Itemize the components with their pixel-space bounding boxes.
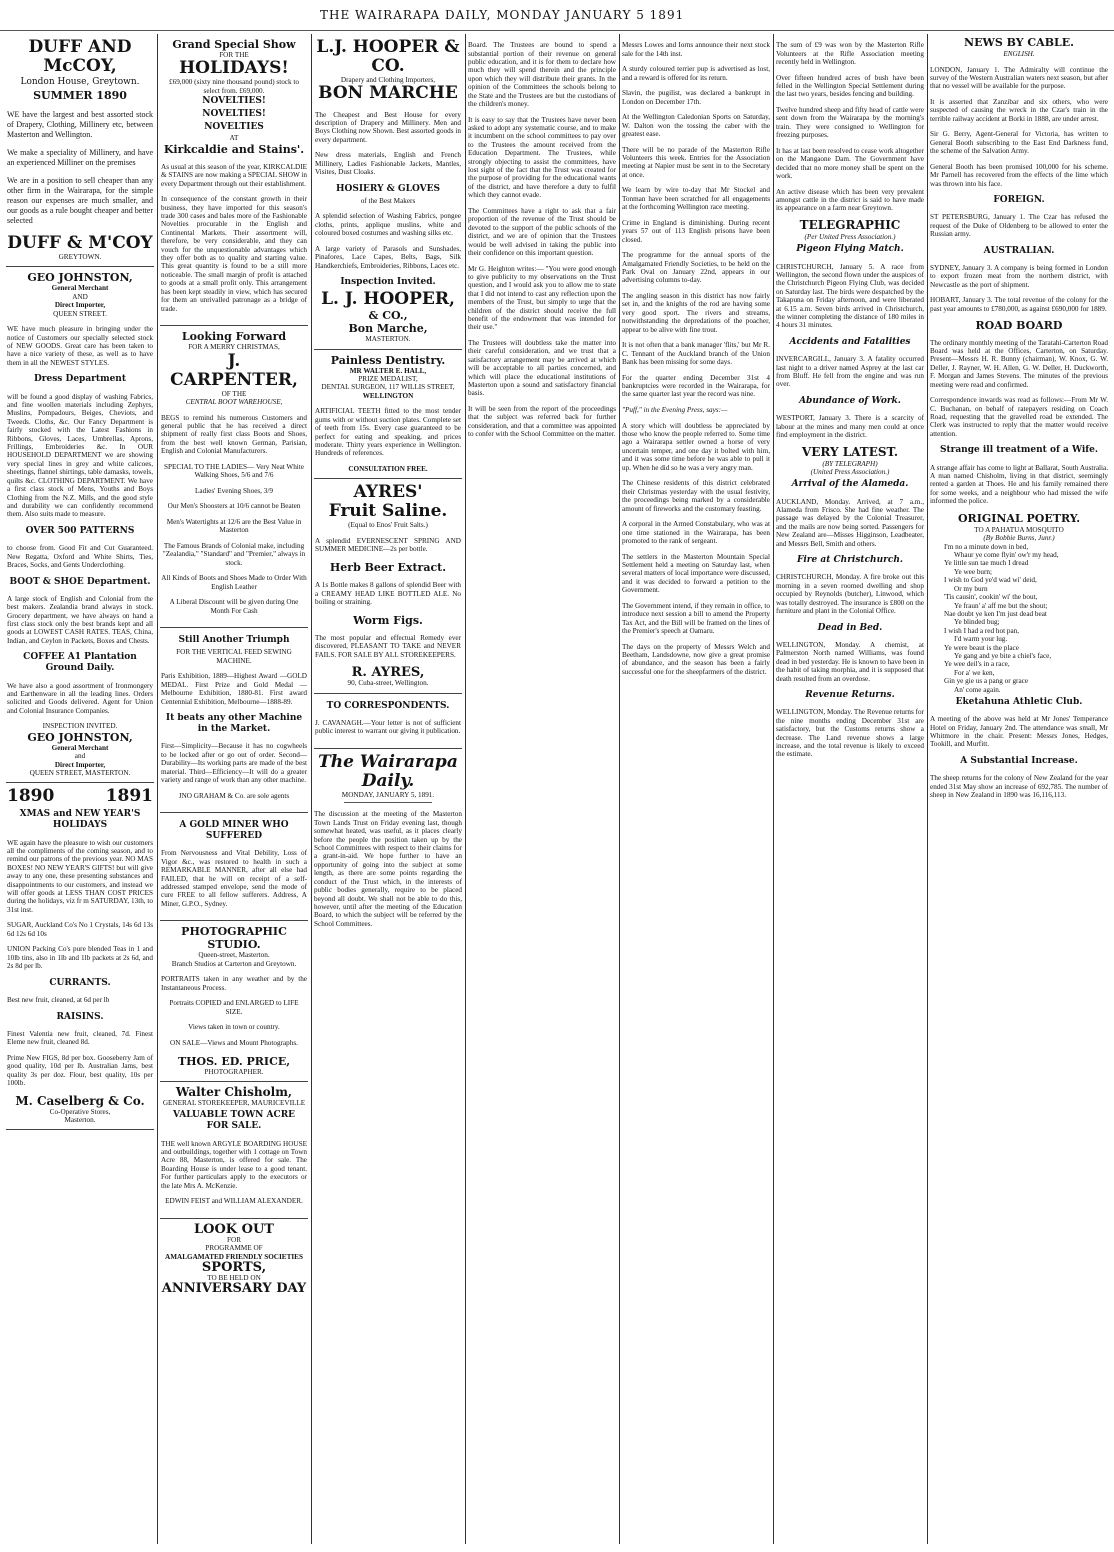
col5-para-4: At the Wellington Caledonian Sports on Saturday, W. Dalton won the tossing the caber with the greatest ease.: [622, 113, 772, 138]
year-1890: 1890: [7, 786, 55, 807]
cable-para-1: LONDON, January 1. The Admiralty will continue the survey of the Western Australian waters next season, but after that no vessel will be available for the purpose.: [930, 65, 1110, 91]
geo-para-1: WE have much pleasure in bringing under the notice of Customers our specially selected stock of NEW GOODS. Great care has been taken to have a nice variety of these, as well as to have them in all the NEWEST STYLES.: [7, 325, 153, 367]
col4-para-5: The Trustees will doubtless take the matter into their careful consideration, and we trust that a satisfactory arrangement may be arrived at which will be acceptable to all parties concerned, and which will place the educational institutions of Masterton upon a sound and satisfactory financial basis.: [468, 338, 618, 398]
duff-signature: DUFF & M'COY: [7, 233, 153, 253]
column-rule: [927, 34, 928, 1544]
geo2-title: GEO JOHNSTON,: [27, 730, 133, 744]
revenue-heading: Revenue Returns.: [805, 690, 895, 701]
kirkcaldie-title: Kirkcaldie and Stains'.: [163, 142, 305, 156]
paper-date: MONDAY, JANUARY 5, 1891.: [341, 790, 435, 799]
col5-para-7: Crime in England is diminishing. During recent years 57 out of 113 English prisons have been closed.: [622, 218, 772, 244]
strange-para: A strange affair has come to light at Ballarat, South Australia. A man named Chisholm, living in that district, seemingly rented a garden at Thoes. He and his family remained there for some weeks, and a neighbour who had missed the wife informed the police.: [930, 463, 1110, 506]
herb-heading: Herb Beer Extract.: [329, 561, 447, 575]
carpenter-of: OF THE: [221, 389, 247, 398]
athletic-heading: Eketahuna Athletic Club.: [955, 696, 1083, 707]
cable-para-2: It is asserted that Zanzibar and six others, who were suspected of causing the wreck in the Czar's train in the terrible railway accident at Borki in 1888, are under arrest.: [930, 98, 1110, 123]
column-rule: [773, 34, 774, 1544]
ayres-advert: [314, 479, 462, 693]
ayres-signature: R. AYRES,: [351, 665, 425, 681]
col5-subhead: "Puff," in the Evening Press, says:—: [622, 406, 728, 415]
duff-para-1: WE have the largest and best assorted stock of Drapery, Clothing, Millinery etc, between Masterton and Wellington.: [7, 110, 153, 139]
currants-heading: CURRANTS.: [49, 977, 111, 988]
raisins-para: Finest Valentia new fruit, cleaned, 7d. Finest Eleme new fruit, cleaned 8d.: [7, 1029, 153, 1047]
caselberg-title: M. Caselberg & Co.: [15, 1093, 145, 1108]
carpenter-watertights: Men's Watertights at 12/6 are the Best Value in Masterton: [166, 517, 302, 535]
photo-studio-advert: [160, 921, 308, 1082]
col5-para-10: It is not often that a bank manager 'flits,' but Mr R. C. Tennant of the Auckland branch of the Union Bank has been missing for some days.: [622, 341, 772, 367]
poem-line: 'Tis causin', cookin' wi' the bout,: [944, 593, 1038, 602]
bon-para-4: A large variety of Parasols and Sunshades, Pinafores, Lace Capes, Belts, Bags, Silk Handkerchiefs, Embroideries, Ribbons, Laces etc.: [315, 244, 461, 270]
coffee-para: We have also a good assortment of Ironmongery and Earthenware in all the leading lines. Orders solicited and Goods delivered. Agent for Union and Colonial Insurance Companies.: [7, 681, 153, 715]
col4-para-1: Board. The Trustees are bound to spend a substantial portion of their revenue on general public education, and it is for them to declare how much they will spend therein and the principle upon which they will distribute their grants. In the opinion of the Committees the schools belong to the State and the Trustees are but the custodians of the children's money.: [468, 41, 618, 109]
telegraphic-sub: (Per United Press Association.): [804, 233, 896, 242]
miner-heading: A GOLD MINER WHO SUFFERED: [179, 820, 289, 842]
col5-para-13: The Chinese residents of this district celebrated their Christmas yesterday with the usual festivity, the proceedings being marked by a considerable amount of fireworks and the customary feasting.: [622, 479, 772, 513]
caselberg-advert: [6, 783, 154, 1130]
editorial: [314, 753, 462, 928]
col5-para-16: The Government intend, if they remain in office, to introduce next session a bill to amend the Property Tax Act, and the Bill will be framed on the lines of the Premier's speech at Oamaru.: [622, 601, 772, 635]
fire-para: CHRISTCHURCH, Monday. A fire broke out this morning in a seven roomed dwelling and shop occupied by Reynolds (butcher), Linwood, which was totally destroyed. The insurance is £800 on the furniture and plant in the Colonial Office.: [776, 573, 926, 616]
lf-heading: Looking Forward: [181, 330, 287, 344]
col4-para-6: It will be seen from the report of the proceedings that the subject was referred back for further consideration, and that a committee was appointed to confer with the School Committee on the matter.: [468, 404, 618, 439]
poem-line: Nae doubt ye ken I'm just dead beat: [944, 609, 1047, 618]
column-6: [776, 34, 924, 1544]
duff-para-2: We make a speciality of Millinery, and have an experienced Milliner on the premises: [7, 148, 153, 167]
sewing-machine-advert: [160, 628, 308, 813]
dentistry-heading: Painless Dentistry.: [330, 353, 446, 367]
foreign-para: ST PETERSBURG, January 1. The Czar has refused the request of the Duke of Oldenberg to be allowed to enter the Russian army.: [930, 213, 1110, 239]
carpenter-title: J. CARPENTER,: [170, 350, 298, 390]
col6-para-1: The sum of £9 was won by the Masterton Rifle Volunteers at the Rifle Association meeting recently held in Wellington.: [776, 41, 926, 66]
column-2: [160, 34, 308, 1544]
poem-line: For a' we ken,: [954, 668, 995, 677]
paper-title: The Wairarapa Daily.: [318, 751, 458, 791]
photo-enlarged: Portraits COPIED and ENLARGED to LIFE SIZE.: [169, 999, 299, 1016]
geo-sub-2: AND: [72, 292, 88, 301]
road-board-para: The ordinary monthly meeting of the Taratahi-Carterton Road Board was held at the Offices, Carterton, on Saturday. Present—Messrs H. R. Bunny (chairman), W. Knox, G. W. Deller, J. Rayner, W. H. Allen, G. W. Deller, H. Duckworth, F. Morgan and James Stevens. The minutes of the previous meeting were read and confirmed.: [930, 338, 1110, 389]
strange-heading: Strange ill treatment of a Wife.: [939, 445, 1099, 456]
caselberg-sub: Co-Operative Stores,: [49, 1107, 111, 1116]
duff-title: DUFF AND McCOY,: [28, 37, 132, 76]
col6-para-4: It has at last been resolved to cease work altogether on the Mangaone Dam. The Government have decided that no more money shall be spent on the work.: [776, 146, 926, 181]
cable-sub: ENGLISH.: [1003, 50, 1035, 58]
latest-sub-2: (United Press Association.): [810, 468, 890, 477]
vertical-heading: FOR THE VERTICAL FEED SEWING MACHINE.: [176, 648, 292, 665]
kirk-para-2: In consequence of the constant growth in their business, they have imported for this season's trade 300 cases and bales more of the Fashionable Novelties procurable in the English and Continental Markets. Their assortment will, therefore, be very considerable, and they can vouch for the unquestionable advantages which they offer both as to quality and starting value. This great quantity is found to be a still more noticeable. The small margin of profit is attached to goods at a small profit only. This arrangement has been kept steadily in view, which has secured for them an unrivalled patronage as a bridge of trade.: [161, 195, 307, 313]
coffee-heading: COFFEE A1 Plantation Ground Daily.: [23, 652, 137, 674]
ayres-sub: (Equal to Enos' Fruit Salts.): [348, 521, 428, 530]
sports-advert: [160, 1219, 308, 1301]
carpenter-brands: The Famous Brands of Colonial make, including "Zealandia," "Standard" and "Premier," always in stock.: [162, 541, 306, 567]
hooper-title: L.J. HOOPER & CO.: [316, 37, 460, 76]
correspondents-para: J. CAVANAGH.—Your letter is not of sufficient public interest to warrant our giving it publication.: [315, 718, 461, 736]
geo-johnston-advert: [6, 267, 154, 783]
ayres-heading-2: Fruit Saline.: [328, 501, 448, 522]
poem-line: Whaur ye come flyin' ow'r my head,: [954, 551, 1059, 560]
novelties-2: NOVELTIES!: [202, 109, 266, 120]
poem-line: An' come again.: [954, 685, 1001, 694]
figs-para: Prime New FIGS, 8d per box. Gooseberry Jam of good quality, 10d per lb. Australian Jams, best quality 3s per doz. Flour, best quality, 10s per 100lb.: [7, 1053, 153, 1087]
ayres-para: A splendid EVERNESCENT SPRING AND SUMMER MEDICINE—2s per bottle.: [315, 537, 461, 554]
column-1: [6, 34, 154, 1544]
hooper-advert: [314, 34, 462, 350]
poem-line: Ye blinded bug;: [954, 618, 1000, 627]
foreign-heading: FOREIGN.: [993, 195, 1045, 206]
dead-heading: Dead in Bed.: [817, 622, 883, 633]
grand-holidays: HOLIDAYS!: [179, 58, 289, 79]
dentist-para: ARTIFICIAL TEETH fitted to the most tender gums with or without suction plates. Complete set of teeth from 15s. Every case guaranteed to be perfect for eating and speaking, and prices moderate. Thirty years experience in Wellington. Hundreds of references.: [315, 407, 461, 458]
increase-heading: A Substantial Increase.: [960, 755, 1078, 766]
poem-line: Or my burn: [954, 584, 988, 593]
currants-para: Best new fruit, cleaned, at 6d per lb: [7, 995, 110, 1004]
novelties-3: NOVELTIES: [204, 122, 264, 133]
novelties-4: AT: [229, 134, 239, 143]
dentist-name: MR WALTER E. HALL,: [349, 366, 427, 375]
cable-heading: NEWS BY CABLE.: [964, 36, 1074, 49]
geo-title: GEO JOHNSTON,: [27, 271, 133, 285]
hooper-sub: Drapery and Clothing Importers,: [340, 76, 436, 84]
amalgamated-societies: AMALGAMATED FRIENDLY SOCIETIES: [165, 1252, 303, 1261]
grand-stock: £69,000 (sixty nine thousand pound) stock to select from. £69,000.: [169, 78, 299, 95]
boot-para: A large stock of English and Colonial from the best makers. Zealandia brand always in stock. Grocery department, we have always on hand a first class stock only the best brands kept and all goods at LOWEST CASH RATES. TEAS, China, Indian, and Ceylon in Packets, Boxes and Chests.: [7, 594, 153, 645]
road-board-heading: ROAD BOARD: [975, 319, 1063, 333]
australian-para: SYDNEY, January 3. A company is being formed in London to export frozen meat from the northern district, with Newcastle as the port of shipment.: [930, 264, 1110, 289]
col4-para-4: Mr G. Heighton writes:— "You were good enough to give publicity to my observations on the Trust question, and I would ask you to allow me to state that I did not intend to cast any reflection upon the members of the Trust, but simply to urge that the children of the district should receive the full benefit of the endowment that was intended for their use.": [468, 264, 618, 332]
dentist-prize: PRIZE MEDALIST,: [358, 375, 418, 384]
col5-para-3: Slavin, the pugilist, was declared a bankrupt in London on December 17th.: [622, 89, 772, 106]
poetry-heading: ORIGINAL POETRY.: [957, 511, 1081, 525]
accidents-para: INVERCARGILL, January 3. A fatality occurred last night to a driver named Asprey at the last car from Bluff. He fell from the engine and was run over.: [776, 355, 926, 389]
carpenter-order: All Kinds of Boots and Shoes Made to Order With English Leather: [161, 574, 307, 591]
novelties-1: NOVELTIES!: [202, 96, 266, 107]
col5-para-11: For the quarter ending December 31st 4 bankruptcies were recorded in the Wairarapa, for the same quarter last year the record was nine.: [622, 373, 772, 399]
abundance-heading: Abundance of Work.: [799, 396, 901, 407]
caselberg-town: Masterton.: [64, 1115, 96, 1124]
column-4: [468, 34, 616, 1544]
miner-para: From Nervousness and Vital Debility, Loss of Vigor &c., was restored to health in such a REMARKABLE MANNER, after all else had FAILED, that he will on receipt of a self-addressed stamped envelope, send the mode of cure FREE to all fellow sufferers. Address, A Miner, G.P.O., Sydney.: [161, 849, 307, 908]
col6-para-3: Twelve hundred sheep and fifty head of cattle were sent down from the Wairarapa by the morning's train. They were consigned to Wellington for freezing purposes.: [776, 106, 926, 140]
beats-contact: JNO GRAHAM & Co. are sole agents: [178, 791, 290, 800]
pigeon-para: CHRISTCHURCH, January 5. A race from Wellington, the second flown under the auspices of the Christchurch Pigeon Flying Club, was decided on Saturday last. The birds were despatched by the Takapuna on Friday afternoon, and were liberated at 6.15 a.m. Seven birds arrived in Christchurch, the winner completing the distance of 180 miles in 4 hours 31 minutes.: [776, 262, 926, 330]
editorial-para: The discussion at the meeting of the Masterton Town Lands Trust on Friday evening last, though somewhat heated, was useful, as it places clearly before the people the position taken up by the School Committees with respect to their claims for a grant-in-aid. We hope further to have an opportunity of going into the subject at some length, as there are some points regarding the conduct of the Trust which, in the interests of public bodies generally, require to be placed beyond all doubt. We shall not be able to do this, however, until after the meeting of the Education Board, to which the subject will be referred by the School Committees.: [314, 810, 464, 928]
vertical-para: Paris Exhibition, 1889—Highest Award —GOLD MEDAL. First Prize and Gold Medal — Melbourne Exhibition, 1880-81. First award Centennial Exhibition, Melbourne—1888-89.: [161, 672, 307, 706]
walter-sub: GENERAL STOREKEEPER, MAURICEVILLE: [162, 1098, 306, 1107]
divider: [344, 802, 432, 803]
dress-para: will be found a good display of washing Fabrics, and fine woollen materials including Zephyrs, Muslins, Pompadours, Beiges, Cheviots, and Tweeds. Cloths, &c. Our Fancy Department is fairly stocked with the Latest Fashions in Ribbons, Gloves, Laces, Umbrellas, Aprons, Frillings, Embroideries &c. In OUR HOUSEHOLD DEPARTMENT we are showing very special lines in grey and white calicoes, sheetings, flannel shirtings, table damasks, towels, quilts &c. CLOTHING DEPARTMENT. We have a first class stock of Mens, Youths and Boys Clothing from the N.Z. Mills, and the good style and durability we can confidently recommend them. Also suits made to measure.: [7, 392, 153, 519]
cable-para-3: Sir G. Berry, Agent-General for Victoria, has written to General Booth subscribing to the East End Darkness fund, the scheme of the Salvation Army.: [930, 130, 1110, 156]
column-rule: [157, 34, 158, 1544]
col5-para-5: There will be no parade of the Masterton Rifle Volunteers this week. Entries for the Association meeting at Napier must be sent in to the Secretary at once.: [622, 145, 772, 179]
cable-para-4: General Booth has been promised 100,000 for his scheme. Mr Parnell has recovered from the effects of the lime which was thrown into his face.: [930, 162, 1110, 188]
duff-town: GREYTOWN.: [58, 253, 102, 261]
hooper2-co: & CO.,: [368, 309, 408, 323]
column-rule: [619, 34, 620, 1544]
poem-line: Ye wee burn;: [954, 567, 992, 576]
poetry-by: (By Bobbie Burns, Junr.): [983, 534, 1055, 543]
worm-heading: Worm Figs.: [353, 613, 423, 627]
herb-para: A 1s Bottle makes 8 gallons of splendid Beer with a CREAMY HEAD LIKE BOTTLED ALE. No boiling or straining.: [315, 581, 461, 607]
price-title: THOS. ED. PRICE,: [177, 1054, 291, 1068]
photo-heading: PHOTOGRAPHIC STUDIO.: [181, 925, 287, 952]
dentist-address: DENTAL SURGEON, 117 WILLIS STREET,: [321, 383, 455, 392]
still-heading: Still Another Triumph: [178, 635, 290, 646]
lf-sub: FOR A MERRY CHRISTMAS,: [188, 343, 280, 352]
column-rule: [311, 34, 312, 1544]
hooper2-town: MASTERTON.: [365, 335, 411, 344]
poem-line: Ye were beaut is the place: [944, 643, 1019, 652]
lookout-for: FOR: [227, 1235, 241, 1244]
sugar-line: SUGAR, Auckland Co's No 1 Crystals, 14s 6d 13s 6d 12s 6d 10s: [7, 921, 153, 938]
geo2-street: QUEEN STREET, MASTERTON.: [29, 768, 131, 777]
duff-para-3: We are in a position to sell cheaper than any other firm in the Wairarapa, for the simple reason our expenses are much smaller, and our goods as a rule bought cheaper and better selected: [7, 176, 153, 225]
xmas-heading: XMAS and NEW YEAR'S HOLIDAYS: [19, 809, 141, 831]
poem-line: I wish I had a red hot pan,: [944, 626, 1020, 635]
poetry-sub: TO A PAHATUA MOSQUITO: [974, 525, 1064, 534]
duff-season: SUMMER 1890: [33, 89, 127, 102]
lookout-heading: LOOK OUT: [194, 1221, 274, 1237]
col6-para-5: An active disease which has been very prevalent amongst cattle in the district is said to have made its appearance on a farm near Greytown.: [776, 187, 926, 213]
hosiery-sub: of the Best Makers: [360, 196, 416, 205]
beats-heading: It beats any other Machine in the Market.: [165, 713, 303, 735]
masthead: [0, 0, 1114, 31]
accidents-heading: Accidents and Fatalities: [789, 337, 911, 348]
grand-heading: Grand Special Show: [172, 38, 296, 51]
poem-line: Gin ye gie us a pang or grace: [944, 677, 1029, 686]
walter-title: Walter Chisholm,: [175, 1084, 293, 1099]
ayres-address: 90, Cuba-street, Wellington.: [347, 679, 429, 688]
col5-para-14: A corporal in the Armed Constabulary, who was at one time stationed in the Wairarapa, has been promoted to the rank of sergeant.: [622, 520, 772, 545]
fire-heading: Fire at Christchurch.: [796, 555, 904, 566]
correspondents: [314, 694, 462, 749]
latest-heading: VERY LATEST.: [801, 444, 899, 459]
carpenter-discount: A Liberal Discount will be given during One Month For Cash: [169, 598, 299, 615]
hosiery-heading: HOSIERY & GLOVES: [336, 183, 440, 194]
column-5: [622, 34, 770, 1544]
geo2-sub-3: Direct Importer,: [54, 760, 106, 769]
masthead-title: THE WAIRARAPA DAILY, MONDAY JANUARY 5 1891: [320, 8, 685, 22]
poem-line: Ye wee deil's in a race,: [944, 660, 1010, 669]
carpenter-evening: Ladies' Evening Shoes, 3/9: [195, 486, 273, 495]
correspondents-heading: TO CORRESPONDENTS.: [326, 700, 450, 711]
geo2-sub-1: General Merchant: [51, 743, 109, 752]
walter-para: THE well known ARGYLE BOARDING HOUSE and outbuildings, together with 1 cottage on Town Acre 88, Masterton, is offered for sale. The Boarding House is under lease to a good tenant. For further particulars apply to the executors or the late Mrs A. McKenzie.: [161, 1139, 307, 1190]
col5-para-2: A sturdy coloured terrier pup is advertised as lost, and a reward is offered for its return.: [622, 65, 772, 82]
inspection-notice: INSPECTION INVITED.: [42, 722, 118, 731]
bon-para-3: A splendid selection of Washing Fabrics, pongee cloths, prints, applique muslins, white and coloured boxed costumes and washing silks etc.: [315, 212, 461, 238]
photo-views: Views taken in town or country.: [188, 1023, 280, 1032]
athletic-para: A meeting of the above was held at Mr Jones' Temperance Hotel on Friday, January 2nd. The attendance was small, Mr Whitmore in the chair. Present: Messrs Jones, Hedges, Tookill, and Murfitt.: [930, 715, 1110, 749]
poem-line: Ye gang and ye bite a chiel's face,: [954, 651, 1052, 660]
photo-branch: Branch Studios at Carterton and Greytown.: [171, 959, 297, 968]
dentist-consult: CONSULTATION FREE.: [348, 465, 428, 474]
col5-para-8: The programme for the annual sports of the Amalgamated Friendly Societies, to be held on the Park Oval on January 22nd, appears in our advertising columns to-day.: [622, 251, 772, 285]
pigeon-heading: Pigeon Flying Match.: [796, 244, 904, 255]
xmas-para: WE again have the pleasure to wish our customers all the compliments of the coming season, and to remind our patrons of the previous year. NO MAS BOXES! NO NEW YEAR'S GIFTS! but will give away to any one, these presenting substances and disappointments to our customers, and instead we will offer goods at LESS THAN COST PRICES during the holidays, viz fr m SATURDAY, 13th, to 31st inst.: [7, 838, 153, 914]
column-3: [314, 34, 462, 1544]
latest-sub: (BY TELEGRAPH): [822, 459, 878, 468]
worm-para: The most popular and effectual Remedy ever discovered, PLEASANT TO TAKE and NEVER FAILS. FOR SALE BY ALL STOREKEEPERS.: [315, 633, 461, 659]
carpenter-advert: [160, 326, 308, 628]
bon-para-1: The Cheapest and Best House for every description of Drapery and Millinery. Men and Boys Clothing now Shown. Best assorted goods in every department.: [315, 110, 461, 144]
chisholm-advert: [160, 1082, 308, 1219]
carpenter-men: Our Men's Shoosters at 10/6 cannot be Beaten: [167, 502, 301, 511]
australian-para-2: HOBART, January 3. The total revenue of the colony for the past year amounts to £780,000, as against £690,000 for 1889.: [930, 296, 1110, 313]
sports-heading: SPORTS,: [201, 1259, 267, 1275]
col5-para-17: The days on the property of Messrs Welch and Beetham, Landsdowne, now give a great promise of abundance, and the season has been a fairly successful one for the sheepfarmers of the district.: [622, 642, 772, 676]
column-7: [930, 34, 1108, 1544]
geo-sub-1: General Merchant: [51, 284, 109, 293]
poem-line: I wish to God ye'd wad wi' deid,: [944, 576, 1037, 585]
walter-acre: VALUABLE TOWN ACRE FOR SALE.: [172, 1110, 296, 1132]
gold-miner-advert: [160, 813, 308, 921]
poem-line: I'm no a minute down in bed,: [944, 542, 1029, 551]
poem: [930, 543, 1108, 694]
road-board-para-2: Correspondence inwards was read as follows:—From Mr W. C. Buchanan, on behalf of ratepayers residing on Coach Road, requesting that the gravelled road be extended. The Clerk was instructed to reply that the matter would receive attention.: [930, 396, 1110, 438]
grand-show-advert: [160, 34, 308, 326]
sports-held: TO BE HELD ON: [207, 1273, 261, 1282]
bon-para-2: New dress materials, English and French Millinery, Ladies Fashionable Jackets, Mantles, Visites, Dust Cloaks.: [315, 151, 461, 177]
hooper2-title: L. J. HOOPER,: [321, 289, 455, 310]
photo-para: PORTRAITS taken in any weather and by the Instantaneous Process.: [161, 975, 307, 992]
col5-para-1: Messrs Lowes and Iorns announce their next stock sale for the 14th inst.: [622, 41, 772, 58]
walter-names: EDWIN FEIST and WILLIAM ALEXANDER.: [165, 1197, 303, 1206]
column-rule: [465, 34, 466, 1544]
dead-para: WELLINGTON, Monday. A chemist, at Palmerston North named Williams, was found dead in bed yesterday. He is known to have been in the habit of taking morphia, and it is supposed that death resulted from an overdose.: [776, 640, 926, 683]
col4-para-2: It is easy to say that the Trustees have never been asked to adopt any systematic course, and to make it incumbent on the school committees to pay over to the Trustees the amount received from the Education Department. The Trustees, while strongly objecting to assist the committees, have lost sight of the fact that the Trust was created for the purpose of providing for the educational wants of the district, and have therefore a duty to fulfil which they cannot evade.: [468, 115, 618, 200]
carpenter-para: BEGS to remind his numerous Customers and general public that he has received a direct shipment of really first class Boots and Shoes, from the best well known German, Parisian, English and Colonial Manufacturers.: [161, 413, 307, 456]
ayres-heading: AYRES': [353, 482, 423, 503]
geo2-sub-2: and: [74, 752, 86, 761]
alameda-para: AUCKLAND, Monday. Arrived, at 7 a.m., Alameda from Frisco. She had fine weather. The passage was delayed by the Colonial Treasurer, and the mails are now being sorted. Passengers for New Zealand are—Misses Higginson, Leadbeater, and Messrs Bell, Smith and others.: [776, 497, 926, 548]
poem-line: Ye fraun' a' aff me but the shout;: [954, 601, 1048, 610]
australian-heading: AUSTRALIAN.: [983, 245, 1055, 256]
col4-para-3: The Committees have a right to ask that a fair proportion of the revenue of the Trust should be devoted to the support of the public schools of the district, and we are of opinion that the Trustees would be well advised in taking the public into their confidence on this important question.: [468, 206, 618, 257]
col5-para-6: We learn by wire to-day that Mr Stockel and Tonman have been scratched for all engagements at the forthcoming Wellington race meeting.: [622, 186, 772, 212]
poem-line: Ye little sun tae much I dread: [944, 559, 1029, 568]
col5-para-12: A story which will doubtless be appreciated by those who know the people referred to. Some time ago a Wairarapa settler owned a horse of very uncertain temper, and one day it bolted with him, and it was some time before he was able to pull it up. When he did so he was a very angry man.: [622, 421, 772, 472]
carpenter-ware: CENTRAL BOOT WAREHOUSE,: [185, 397, 283, 406]
beats-para: First—Simplicity—Because it has no cogwheels to be locked after or go out of order. Second—Durability—Its working parts are made of the best material. Third—Efficiency—It will do a greater variety and range of work than any other machine.: [161, 742, 307, 784]
geo-street: QUEEN STREET.: [53, 309, 107, 318]
dentistry-advert: [314, 350, 462, 480]
hooper2-bon: Bon Marche,: [348, 322, 428, 336]
carpenter-ladies: SPECIAL TO THE LADIES— Very Neat White Walking Shoes, 5/6 and 7/6: [163, 462, 304, 480]
photo-street: Queen-street, Masterton.: [198, 951, 270, 960]
patterns-para: to choose from. Good Fit and Cut Guaranteed. New Regatta, Oxford and White Shirts, Ties, Braces, Socks, and Gents Underclothing.: [7, 544, 153, 569]
abundance-para: WESTPORT, January 3. There is a scarcity of labour at the mines and many men could at once find employment in the district.: [776, 414, 926, 440]
price-sub: PHOTOGRAPHER.: [204, 1067, 264, 1076]
inspection-heading: Inspection Invited.: [340, 277, 436, 288]
union-para: UNION Packing Co's pure blended Teas in 1 and 10lb tins, also in 1lb and 1lb packets at 2s 6d, and 2s 8d per lb.: [7, 945, 153, 971]
col5-para-15: The settlers in the Masterton Mountain Special Settlement held a meeting on Saturday last, when several matters of local importance were discussed, and it was decided to forward a petition to the Government.: [622, 552, 772, 595]
telegraphic-heading: TELEGRAPHIC: [799, 218, 901, 233]
kirk-para-1: As usual at this season of the year, KIRKCALDIE & STAINS are now making a SPECIAL SHOW in every Department through out their establishment.: [161, 162, 307, 188]
anniversary-heading: ANNIVERSARY DAY: [161, 1281, 307, 1297]
lookout-programme: PROGRAMME OF: [205, 1244, 263, 1253]
revenue-para: WELLINGTON, Monday. The Revenue returns for the nine months ending December 31st are satisfactory, but the Customs returns show a decrease. The Land revenue shows a large increase, and the total revenue is likely to exceed the estimate.: [776, 708, 926, 759]
duff-subtitle: London House, Greytown.: [20, 77, 140, 87]
increase-para: The sheep returns for the colony of New Zealand for the year ended 31st May show an increase of 692,785. The number of sheep in New Zealand in 1890 was 16,116,113.: [930, 774, 1110, 799]
photo-sale: ON SALE—Views and Mount Photographs.: [170, 1038, 298, 1047]
patterns-heading: OVER 500 PATTERNS: [25, 525, 135, 536]
raisins-heading: RAISINS.: [56, 1011, 104, 1022]
grand-for: FOR THE: [219, 51, 249, 59]
alameda-heading: Arrival of the Alameda.: [791, 479, 909, 490]
dress-heading: Dress Department: [33, 374, 127, 385]
bon-marche-title: BON MARCHE: [318, 83, 458, 104]
duff-mccoy-advert: [6, 34, 154, 267]
dentist-town: WELLINGTON: [362, 391, 414, 400]
poem-line: I'd warm your lug.: [954, 635, 1008, 644]
geo-sub-3: Direct Importer,: [54, 301, 106, 310]
col5-para-9: The angling season in this district has now fairly set in, and the knights of the rod are having some very good sport. The rivers and streams, notwithstanding the depredations of the poacher, appear to be alive with fine trout.: [622, 292, 772, 334]
boot-heading: BOOT & SHOE Department.: [9, 576, 151, 587]
year-1891: 1891: [105, 786, 153, 807]
col6-para-2: Over fifteen hundred acres of bush have been felled in the Wellington Special Settlement during the last two years, besides fencing and building.: [776, 73, 926, 99]
